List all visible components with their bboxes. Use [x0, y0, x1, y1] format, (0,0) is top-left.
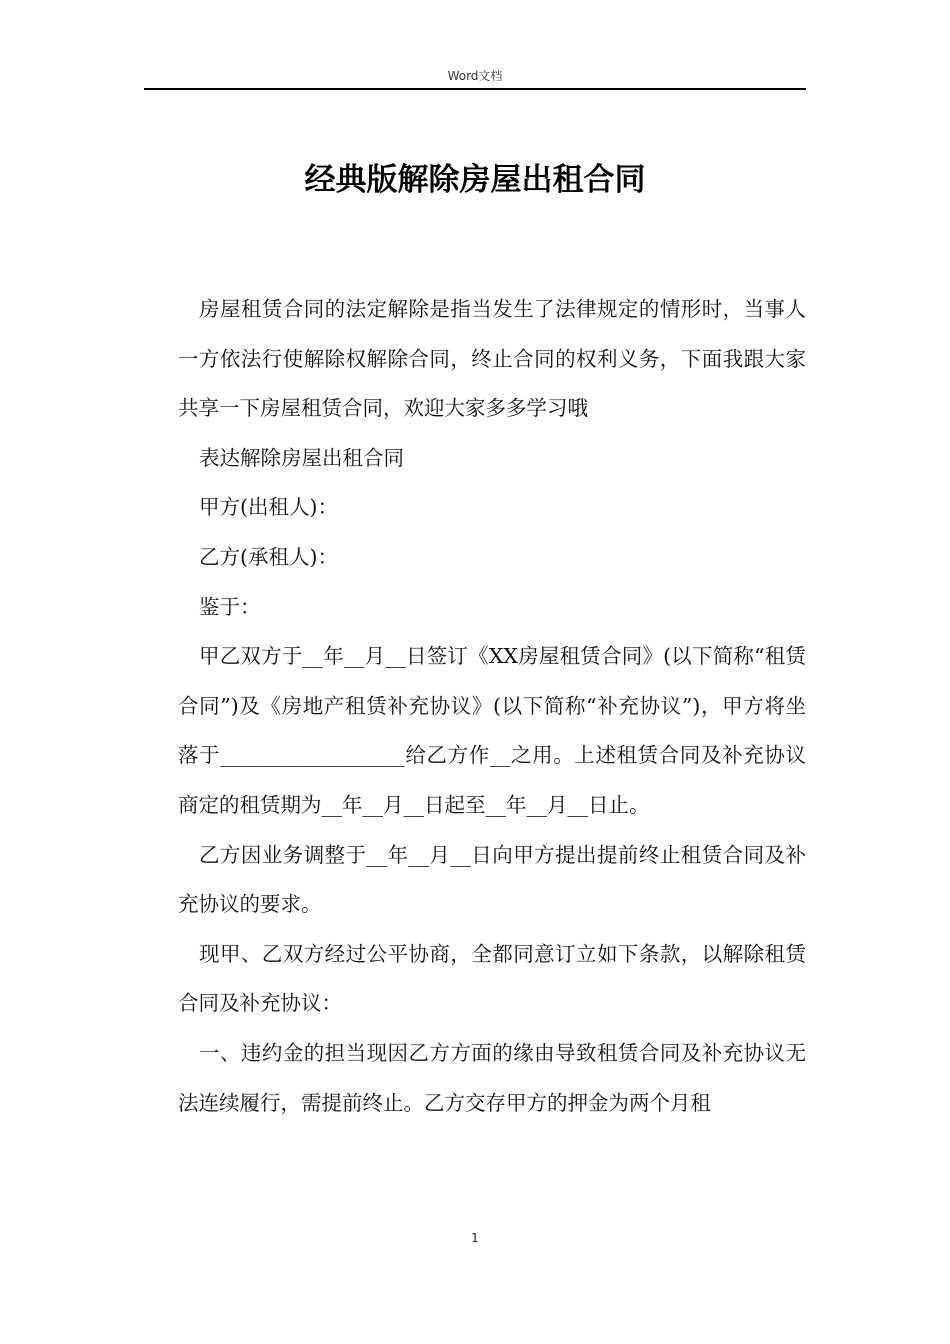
paragraph-intro: 房屋租赁合同的法定解除是指当发生了法律规定的情形时，当事人一方依法行使解除权解除合同，终止合同的权利义务，下面我跟大家共享一下房屋租赁合同，欢迎大家多多学习哦 — [178, 297, 806, 421]
paragraph-party-b: 乙方(承租人)： — [199, 544, 338, 569]
paragraph-party-a: 甲方(出租人)： — [199, 495, 338, 520]
paragraph-contract-name: 表达解除房屋出租合同 — [199, 445, 404, 470]
page-number: 1 — [471, 1231, 479, 1245]
page-footer — [0, 1228, 950, 1248]
document-title: 经典版解除房屋出租合同 — [304, 162, 646, 198]
paragraph-termination-request: 乙方因业务调整于__年__月__日向甲方提出提前终止租赁合同及补充协议的要求。 — [178, 842, 806, 917]
paragraph-whereas: 鉴于： — [199, 594, 261, 619]
page-header — [144, 66, 806, 90]
paragraph-background: 甲乙双方于__年__月__日签订《XX房屋租赁合同》(以下简称“租赁合同”)及《房地产租赁补充协议》(以下简称“补充协议”)，甲方将坐落于__________________给乙方作__之用。上述租赁合同及补充协议商定的租赁期为__年__月__日起至__年__月__日止。 — [178, 644, 806, 817]
paragraph-clause-1: 一、违约金的担当现因乙方方面的缘由导致租赁合同及补充协议无法连续履行，需提前终止。乙方交存甲方的押金为两个月租 — [178, 1040, 806, 1115]
header-text: Word文档 — [447, 69, 503, 83]
document-body — [178, 285, 806, 1128]
paragraph-agreement: 现甲、乙双方经过公平协商，全都同意订立如下条款，以解除租赁合同及补充协议： — [178, 941, 806, 1016]
